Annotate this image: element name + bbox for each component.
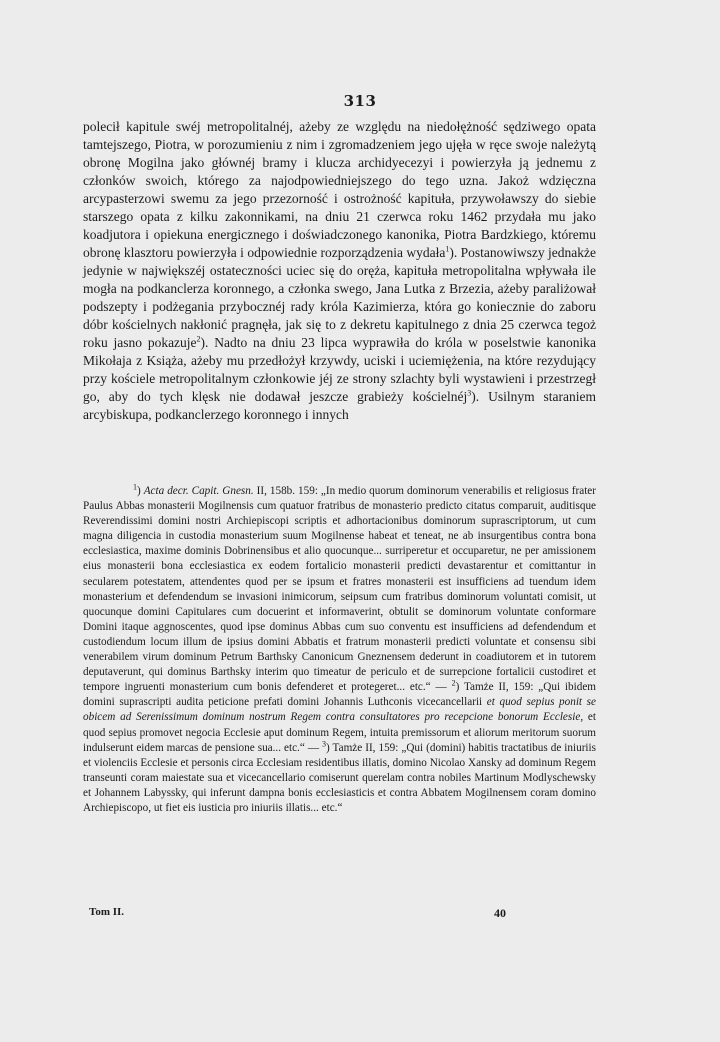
page-number: 313 bbox=[343, 92, 377, 110]
body-text-part-3: ). Nadto na dniu 23 lipca wyprawiła do króla w poselstwie kanonika Mikołaja z Książa, ażeby mu przedłożył krzywdy, uciski i uciemiężenia, na które rezydujący przy kościele metropolitalnym członkowie jéj ze strony szlachty byli wystawieni i przestrzegł go, aby do tych klęsk nie dodawał jeszcze grabieży kościelnéj bbox=[83, 335, 596, 404]
body-paragraph bbox=[83, 118, 596, 424]
footnote-2-text-a: ) Tamże II, 159: „Qui ibidem domini suprascripti audita peticione prefati domini Johannis Luthconis vicecancellarii bbox=[83, 681, 596, 709]
footnote-block: $^1$) Acta decr. Capit. Gnesn. II, 158b. 159: „In medio quorum dominorum venerabilis et religiosus frater Paulus Abbas monasterii Mogilnensis cum quatuor fratribus de monasterio predicto citatus comparuit, auditisque Reverendissimi domini nostri Archiepiscopi scriptis et adhortacionibus dominorum suprascriptorum, ut cum magna diligencia in custodia monasterium suum Mogilnense habeat et teneat, ne ab insurgentibus contra bona ecclesiastica, maxime dominis Dobrinensibus et alio quocunque... surriperetur et occuparetur, ne per amissionem eius monasterii bona ecclesiastica ex eodem fortalicio monasterii predicti devastarentur et comittantur in secularem potestatem, attendentes quod per se ipsum et fratres monasterii est insufficiens ad tuendum idem monasterium et defendendum se invasioni inimicorum, seipsum cum fratribus dominorum voluntati comisit, ut quocunque domini Capitulares cum docuerint et informaverint, obtulit se dominorum voluntate conformare Domini itaque aggnoscentes, quod ipse dominus Abbas cum suo conventu est insufficiens ad defendendum et custodiendum locum illum de ipsius domini Abbatis et fratrum monasterii predicti voluntate et consensu sibi venerabilem virum dominum Petrum Barthsky Canonicum Gneznensem dederunt in coadiutorem et in tutorem deputaverunt, qui dominus Barthsky interim quo timeatur de periculo et de surrepcione fortalicii custodiret et tempore ingruenti monasterium cum bonis defenderet et protegeret... etc.“ — $^2$) Tamże II, 159: „Qui ibidem domini suprascripti audita peticione prefati domini Johannis Luthconis vicecancellarii et quod sepius ponit se obicem ad Serenissimum dominum nostrum Regem contra consultatores pro recepcione bonorum Ecclesie, et quod sepius promovet negocia Ecclesie aput dominum Regem, intuita premissorum et aliorum meritorum suorum indulserunt eidem marcas de pensione sua... etc.“ — $^3$) Tamże II, 159: „Qui (domini) habitis tractatibus de iniuriis et violenciis Ecclesie et personis circa Ecclesiam residentibus illatis, domino Nicolao Xansky ad dominum Regem transeunti coram maiestate sua et vicecancellario comiserunt querelam contra nobiles Martinum Modlyschewsky et Johannem Labyssky, qui inferunt dampna bonis ecclesiasticis et contra Abbatem Mogilnensem coram domino Archiepiscopo, ut fiet eis iusticia pro iniuriis illatis... etc.“ bbox=[83, 482, 596, 814]
main-text bbox=[83, 118, 596, 424]
volume-signature: Tom II. bbox=[89, 906, 125, 918]
footnote-ref-1: 1 bbox=[445, 244, 450, 254]
footnotes bbox=[83, 484, 596, 816]
footnote-mark-1: 1 bbox=[133, 482, 137, 492]
footnote-mark-3: 3 bbox=[322, 738, 327, 748]
footnote-1-text: II, 158b. 159: „In medio quorum dominorum venerabilis et religiosus frater Paulus Abbas monasterii Mogilnensis cum quatuor fratribus de monasterio predicto citatus comparuit, auditisque Reverendissimi domini nostri Archiepiscopi scriptis et adhortacionibus dominorum suprascriptorum, ut cum magna diligencia in custodia monasterium suum Mogilnense habeat et teneat, ne ab insurgentibus contra bona ecclesiastica, maxime dominis Dobrinensibus et alio quocunque... surriperetur et occuparetur, ne per amissionem eius monasterii bona ecclesiastica ex eodem fortalicio monasterii predicti devastarentur et comittantur in secularem potestatem, attendentes quod per se ipsum et fratres monasterii est insufficiens ad tuendum idem monasterium et defendendum se invasioni inimicorum, seipsum cum fratribus dominorum voluntati comisit, ut quocunque domini Capitulares cum docuerint et informaverint, obtulit se dominorum voluntate conformare Domini itaque aggnoscentes, quod ipse dominus Abbas cum suo conventu est insufficiens ad defendendum et custodiendum locum illum de ipsius domini Abbatis et fratrum monasterii predicti voluntate et consensu sibi venerabilem virum dominum Petrum Barthsky Canonicum Gneznensem dederunt in coadiutorem et in tutorem deputaverunt, qui dominus Barthsky interim quo timeatur de periculo et de surrepcione fortalicii custodiret et tempore ingruenti monasterium cum bonis defenderet et protegeret... etc.“ — bbox=[83, 485, 596, 694]
body-text-part-2: ). Postanowiwszy jednakże jedynie w największéj ostateczności uciec się do oręża, kapituła metropolitalna wpływała ile mogła na podkanclerza koronnego, a członka swego, Jana Lutka z Brzezia, ażeby paraliżował podszepty i podżegania przybocznéj rady króla Kazimierza, która go koniecznie do zaboru dóbr kościelnych nakłonić pragnęła, jak się to z dekretu kapitulnego z dnia 25 czerwca tegoż roku jasno pokazuje bbox=[83, 245, 597, 350]
footnote-3-text: ) Tamże II, 159: „Qui (domini) habitis tractatibus de iniuriis et violenciis Ecclesie et personis circa Ecclesiam residentibus illatis, domino Nicolao Xansky ad dominum Regem transeunti coram maiestate sua et vicecancellario comiserunt querelam contra nobiles Martinum Modlyschewsky et Johannem Labyssky, qui inferunt dampna bonis ecclesiasticis et contra Abbatem Mogilnensem coram domino Archiepiscopo, ut fiet eis iusticia pro iniuriis illatis... etc.“ bbox=[83, 741, 596, 814]
footnote-2-italic: et quod sepius ponit se obicem ad Serenissimum dominum nostrum Regem contra consultatores pro recepcione bonorum Ecclesie bbox=[83, 696, 596, 724]
footnote-mark-2: 2 bbox=[451, 678, 456, 688]
footnote-ref-3: 3 bbox=[467, 388, 472, 398]
body-text-part-4: ). Usilnym staraniem arcybiskupa, podkanclerzego koronnego i innych bbox=[83, 389, 596, 422]
sheet-number: 40 bbox=[494, 906, 506, 920]
body-text-part-1: polecił kapitule swéj metropolitalnéj, ażeby ze względu na niedołężność sędziwego opata tamtejszego, Piotra, w porozumieniu z nim i zgromadzeniem jego ujęła w ręce swoje należytą obronę Mogilna jako głównéj bramy i klucza archidyecezyi i powierzyła ją jednemu z członków swoich, którego za najodpowiedniejszego do tego uzna. Jakoż wdzięczna arcypasterzowi swemu za jego przezorność i ostrożność kapituła, przywoławszy do siebie starszego opata z kilku zakonnikami, na dniu 21 czerwca roku 1462 przydała mu jako koadjutora i opiekuna energicznego i doświadczonego kanonika, Piotra Bardzkiego, któremu obronę klasztoru powierzyła i odpowiednie rozporządzenia wydała bbox=[83, 119, 596, 260]
footnote-ref-2: 2 bbox=[196, 334, 201, 344]
footnote-1-source: Acta decr. Capit. Gnesn. bbox=[143, 485, 254, 497]
footnote-2-text-b: , et quod sepius promovet negocia Ecclesie aput dominum Regem, intuita premissorum et aliorum meritorum suorum indulserunt eidem marcas de pensione sua... etc.“ — bbox=[83, 711, 596, 754]
